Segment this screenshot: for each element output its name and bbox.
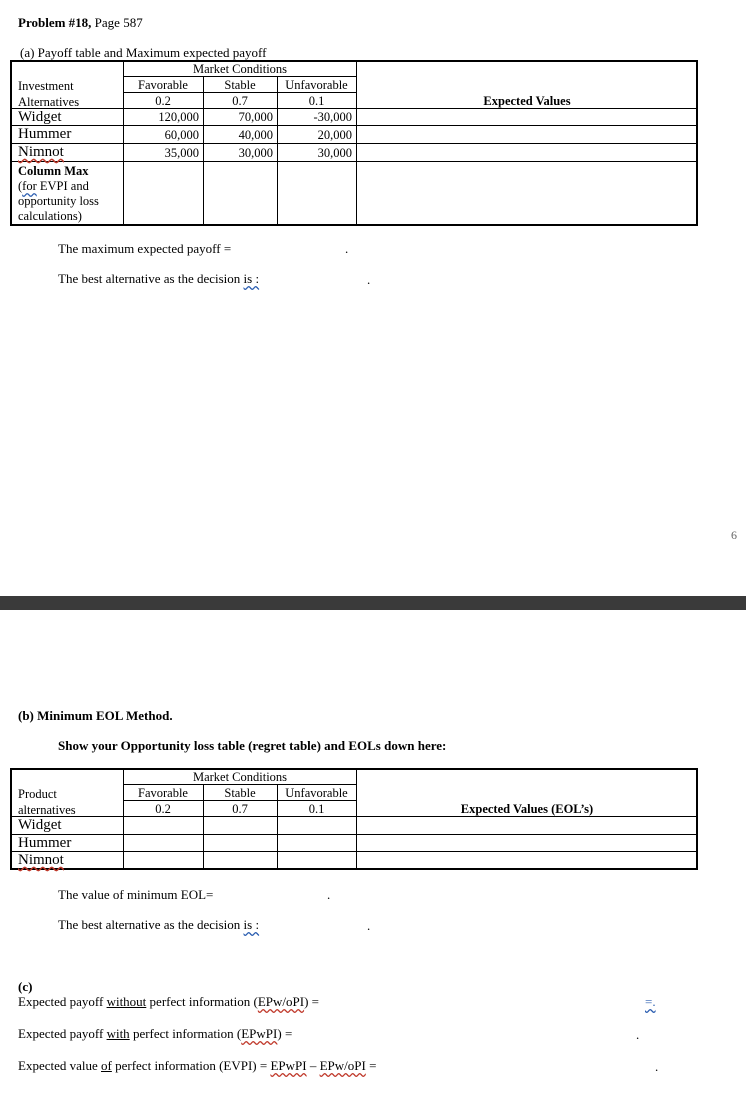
row-label-hummer: Hummer [18, 126, 72, 142]
page-number: 6 [731, 528, 737, 542]
col-unfavorable-b: Unfavorable [285, 786, 348, 800]
table-cell: 120,000 [158, 110, 199, 124]
best-alternative-text: The best alternative as the decision is : [58, 271, 260, 286]
table-cell: 30,000 [238, 146, 273, 160]
expected-eol-header: Expected Values (EOL’s) [460, 802, 594, 816]
table-cell: 30,000 [317, 146, 352, 160]
table-cell: 40,000 [238, 128, 273, 142]
prob-favorable-b: 0.2 [155, 802, 171, 816]
col-stable-b: Stable [224, 786, 256, 800]
prob-stable-b: 0.7 [232, 802, 248, 816]
col-favorable-b: Favorable [138, 786, 188, 800]
row-label-widget-b: Widget [18, 817, 62, 833]
table-cell: 20,000 [317, 128, 352, 142]
alternatives-header: Investment Alternatives [18, 79, 80, 109]
part-b-instruction: Show your Opportunity loss table (regret table) and EOLs down here: [58, 738, 447, 753]
col-unfavorable: Unfavorable [285, 78, 348, 92]
row-label-widget: Widget [18, 109, 62, 125]
table-cell: -30,000 [313, 110, 352, 124]
prob-unfavorable: 0.1 [308, 94, 325, 108]
best-alternative-text-b: The best alternative as the decision is : [58, 917, 260, 932]
part-b-title: (b) Minimum EOL Method. [18, 708, 173, 723]
epwopi-line: Expected payoff without perfect information (EPw/oPI) = [18, 994, 319, 1009]
prob-unfavorable-b: 0.1 [308, 802, 325, 816]
row-label-nimnot-b: Nimnot [18, 852, 64, 868]
prob-favorable: 0.2 [155, 94, 171, 108]
market-conditions-header-b: Market Conditions [192, 770, 288, 784]
alternatives-header-b: Product alternatives [18, 787, 76, 817]
page-separator [0, 596, 746, 610]
max-expected-payoff-text: The maximum expected payoff = [58, 241, 232, 256]
col-favorable: Favorable [138, 78, 188, 92]
part-c-label: (c) [18, 979, 33, 994]
row-label-hummer-b: Hummer [18, 835, 72, 851]
table-cell: 60,000 [164, 128, 199, 142]
evpi-line: Expected value of perfect information (EVPI) = EPwPI – EPw/oPI = [18, 1058, 377, 1073]
problem-heading: Problem #18, Page 587 [18, 15, 143, 30]
prob-stable: 0.7 [232, 94, 248, 108]
min-eol-text: The value of minimum EOL= [58, 887, 214, 902]
part-a-title: (a) Payoff table and Maximum expected payoff [20, 45, 267, 60]
expected-values-header: Expected Values [483, 94, 571, 108]
column-max-label: Column Max (for EVPI and opportunity loss calculations) [18, 164, 99, 223]
row-label-nimnot: Nimnot [18, 144, 64, 160]
epwpi-line: Expected payoff with perfect information (EPwPI) = [18, 1026, 293, 1041]
table-cell: 35,000 [164, 146, 199, 160]
col-stable: Stable [224, 78, 256, 92]
market-conditions-header: Market Conditions [192, 62, 288, 76]
table-cell: 70,000 [238, 110, 273, 124]
